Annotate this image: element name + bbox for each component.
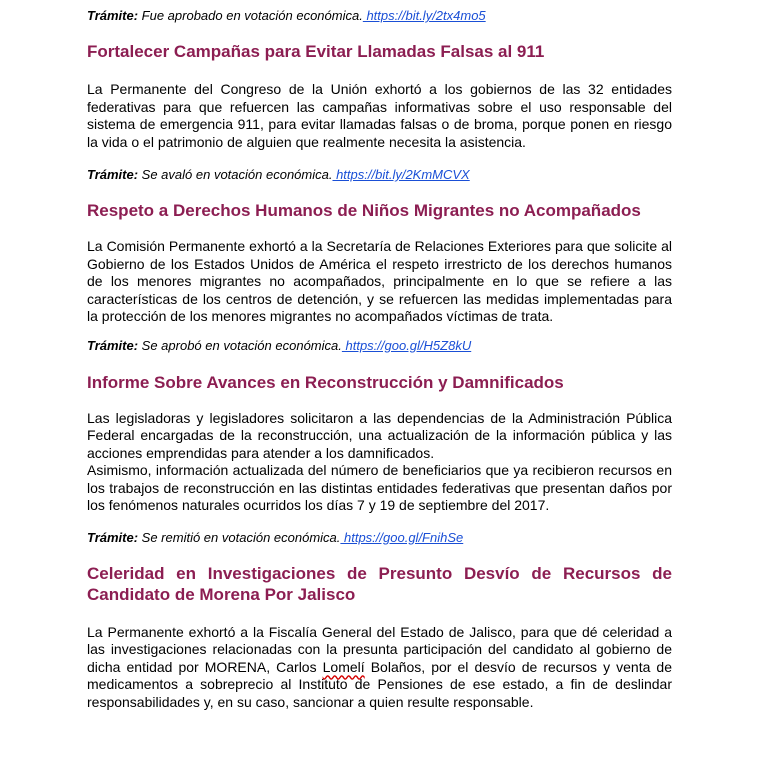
tramite-text: Se aprobó en votación económica. [138,337,342,353]
tramite-label: Trámite: [87,529,139,545]
spellcheck-flagged-word: Lomelí [322,658,365,675]
document-page [87,0,672,711]
section-paragraph [87,624,672,712]
section-paragraph: Las legisladoras y legisladores solicitaron a las dependencias de la Administración Pública Federal encargadas de la reconstrucción, una actualización de la información pública y las acciones emprendidas para atender a los damnificados. [87,409,672,461]
tramite-label: Trámite: [87,337,139,353]
tramite-line [87,530,672,546]
section-paragraph: La Permanente del Congreso de la Unión exhortó a los gobiernos de las 32 entidades federativas para que refuercen las campañas informativas sobre el uso responsable del sistema de emergencia 911, para evitar llamadas falsas o de broma, porque ponen en riesgo la vida o el patrimonio de alguien que realmente necesita la asistencia. [87,81,672,150]
tramite-label: Trámite: [87,8,139,23]
section-title: Respeto a Derechos Humanos de Niños Migrantes no Acompañados [87,201,641,220]
tramite-text: Fue aprobado en votación económica. [138,8,363,23]
section-title: Fortalecer Campañas para Evitar Llamadas Falsas al 911 [87,42,545,61]
tramite-link[interactable]: https://goo.gl/H5Z8kU [341,337,472,353]
section-title: Informe Sobre Avances en Reconstrucción y Damnificados [87,372,564,392]
tramite-link[interactable]: https://bit.ly/2tx4mo5 [362,8,486,23]
tramite-link[interactable]: https://bit.ly/2KmMCVX [332,167,470,182]
section-paragraph: La Comisión Permanente exhortó a la Secretaría de Relaciones Exteriores para que solicite al Gobierno de los Estados Unidos de América el respeto irrestricto de los derechos humanos de los menores migrantes no acompañados, principalmente en lo que se refiere a las características de los centros de detención, y se refuercen las medidas implementadas para la protección de los menores migrantes no acompañados víctimas de trata. [87,238,672,324]
tramite-link[interactable]: https://goo.gl/FnihSe [340,529,464,545]
paragraph-text: Bolaños, por el desvío de recursos y venta de medicamentos a sobreprecio al Instituto de Pensiones de ese estado, a fin de deslindar responsabilidades y, en su caso, sancionar a quien resulte responsable. [87,658,672,710]
tramite-label: Trámite: [87,167,139,182]
paragraph-text: La Permanente exhortó a la Fiscalía General del Estado de Jalisco, para que dé celeridad a las investigaciones relacionadas con la presunta participación del candidato al gobierno de dicha entidad por MORENA, Carlos [87,623,672,675]
section-paragraph: Asimismo, información actualizada del número de beneficiarios que ya recibieron recursos en los trabajos de reconstrucción en las distintas entidades federativas que presentan daños por los fenómenos naturales ocurridos los días 7 y 19 de septiembre del 2017. [87,462,672,513]
tramite-text: Se avaló en votación económica. [138,167,333,182]
tramite-line [87,8,672,24]
tramite-line [87,338,672,354]
section-title: Celeridad en Investigaciones de Presunto Desvío de Recursos de Candidato de Morena Por Jalisco [87,563,672,604]
tramite-text: Se remitió en votación económica. [138,529,341,545]
tramite-line [87,167,672,183]
